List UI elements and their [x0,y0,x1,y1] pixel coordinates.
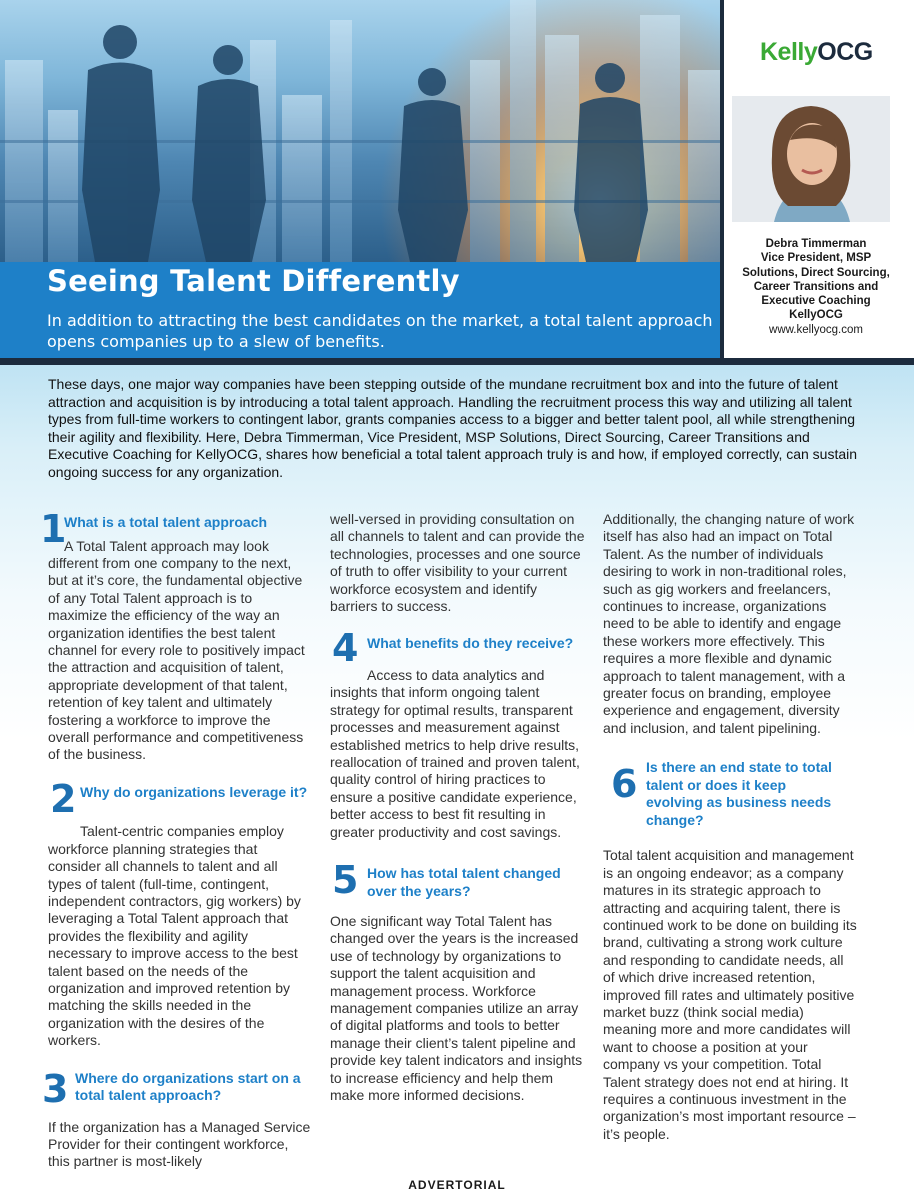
portrait-image [732,96,890,222]
section-body-continued: well-versed in providing consultation on all channels to talent and can provide the technologies, processes and one source of truth to offer visibility to your current workforce ecosystem and identify barriers to success. [330,511,585,615]
divider [720,0,724,362]
section-body: One significant way Total Talent has changed over the years is the increased use of technology by organizations to support the talent acquisition and management process. Workforce management companies utilize an array of digital platforms and tools to better manage their client’s talent pipeline and provide key talent indicators and insights to increase efficiency and help them make more informed decisions. [330,913,583,1104]
section-2 [48,776,313,1050]
section-number: 4 [332,626,359,671]
advertorial-label: ADVERTORIAL [408,1178,506,1192]
section-body: Total talent acquisition and management is an ongoing endeavor; as a company matures in its strategic approach to attracting and acquiring talent, there is continued work to be done on building its brand, cultivating a strong work culture and responding to candidate needs, all of which drive increased retention, improved fill rates and ultimately positive market buzz (think social media) meaning more and more candidates will want to choose a position at your company vs your competition. Total Talent strategy does not end at hiring. It requires a continuous investment in the organization’s most important resource – it’s people. [603,847,857,1142]
section-number: 3 [42,1066,69,1111]
intro-paragraph: These days, one major way companies have been stepping outside of the mundane recruitment box and into the future of talent attraction and acquisition is by introducing a total talent approach. Handling the recruitment process this way and utilizing all talent types from full-time workers to contingent labor, grants companies access to a bigger and better talent pool, all while strengthening their agility and flexibility. Here, Debra Timmerman, Vice President, MSP Solutions, Direct Sourcing, Career Transitions and Executive Coaching for KellyOCG, shares how beneficial a total talent approach truly is and how, if employed correctly, can sustain ongoing success for any organization. [48,376,858,480]
section-heading: What benefits do they receive? [367,635,574,652]
author-photo [732,96,890,222]
section-body-continued: Additionally, the changing nature of work itself has also had an impact on Total Talent. As the number of individuals desiring to work in non-traditional roles, such as gig workers and freelancers, continues to increase, organizations need to be able to identify and engage these workers more effectively. This requires a more flexible and dynamic approach to talent management, with a greater focus on branding, employee experience and engagement, diversity and inclusion, and talent pipelining. [603,511,855,736]
section-body: A Total Talent approach may look different from one company to the next, but at it’s core, the fundamental objective of any Total Talent approach is to maximize the efficiency of the way an organization identifies the best talent channel for every role to positively impact the attraction and acquisition of talent, appropriate development of that talent, retention of key talent and ultimately fostering a workforce to improve the overall performance and competitiveness of the business. [48,537,305,763]
hero-image [0,0,720,262]
section-4 [330,626,586,841]
kellyocg-logo: KellyOCG [760,38,873,66]
section-heading: What is a total talent approach [64,514,268,530]
author-title-line: Executive Coaching [761,295,871,308]
section-heading: How has total talent changed over the years? [367,865,561,899]
section-body: If the organization has a Managed Service Provider for their contingent workforce, this partner is most-likely [48,1118,311,1170]
author-title-line: Solutions, Direct Sourcing, [742,266,890,279]
section-number: 5 [332,858,359,902]
section-number: 2 [50,776,77,821]
section-3 [42,1066,313,1171]
page-subtitle: In addition to attracting the best candidates on the market, a total talent approach opens companies up to a slew of benefits. [47,311,713,351]
column-3 [603,511,859,1143]
author-byline [728,237,904,337]
section-body: Access to data analytics and insights that inform ongoing talent strategy for optimal results, transparent processes and measurement against established metrics to help drive results, reallocation of trained and proven talent, quality control of hiring practices to ensure a positive candidate experience, better access to best fit resulting in greater productivity and cost savings. [330,666,580,840]
website-link[interactable]: www.kellyocg.com [769,323,863,336]
section-heading: Is there an end state to total talent or does it keep evolving as business needs change? [646,759,832,828]
section-number: 1 [40,507,67,551]
business-people-silhouette-image [0,0,720,262]
section-heading: Where do organizations start on a total talent approach? [75,1069,301,1104]
divider [0,358,914,365]
section-body: Talent-centric companies employ workforce planning strategies that consider all channels to talent and all types of talent (full-time, contingent, independent contractors, gig workers) by leveraging a Total Talent approach that provides the flexibility and agility necessary to improve access to the best talent based on the needs of the organization and improved retention by matching the skills needed in the organization with the desires of the workers. [48,823,301,1049]
section-number: 6 [611,762,638,807]
author-company: KellyOCG [789,309,843,322]
section-5 [330,857,586,1104]
section-heading: Why do organizations leverage it? [80,783,308,800]
title-band [0,262,720,358]
author-title-line: Career Transitions and [753,280,879,293]
column-1 [40,507,313,1171]
section-1 [40,507,313,764]
author-name: Debra Timmerman [765,238,867,250]
page-title: Seeing Talent Differently [47,264,460,298]
section-6 [603,759,859,1143]
column-2 [330,511,586,1104]
author-title-line: Vice President, MSP [760,252,872,265]
